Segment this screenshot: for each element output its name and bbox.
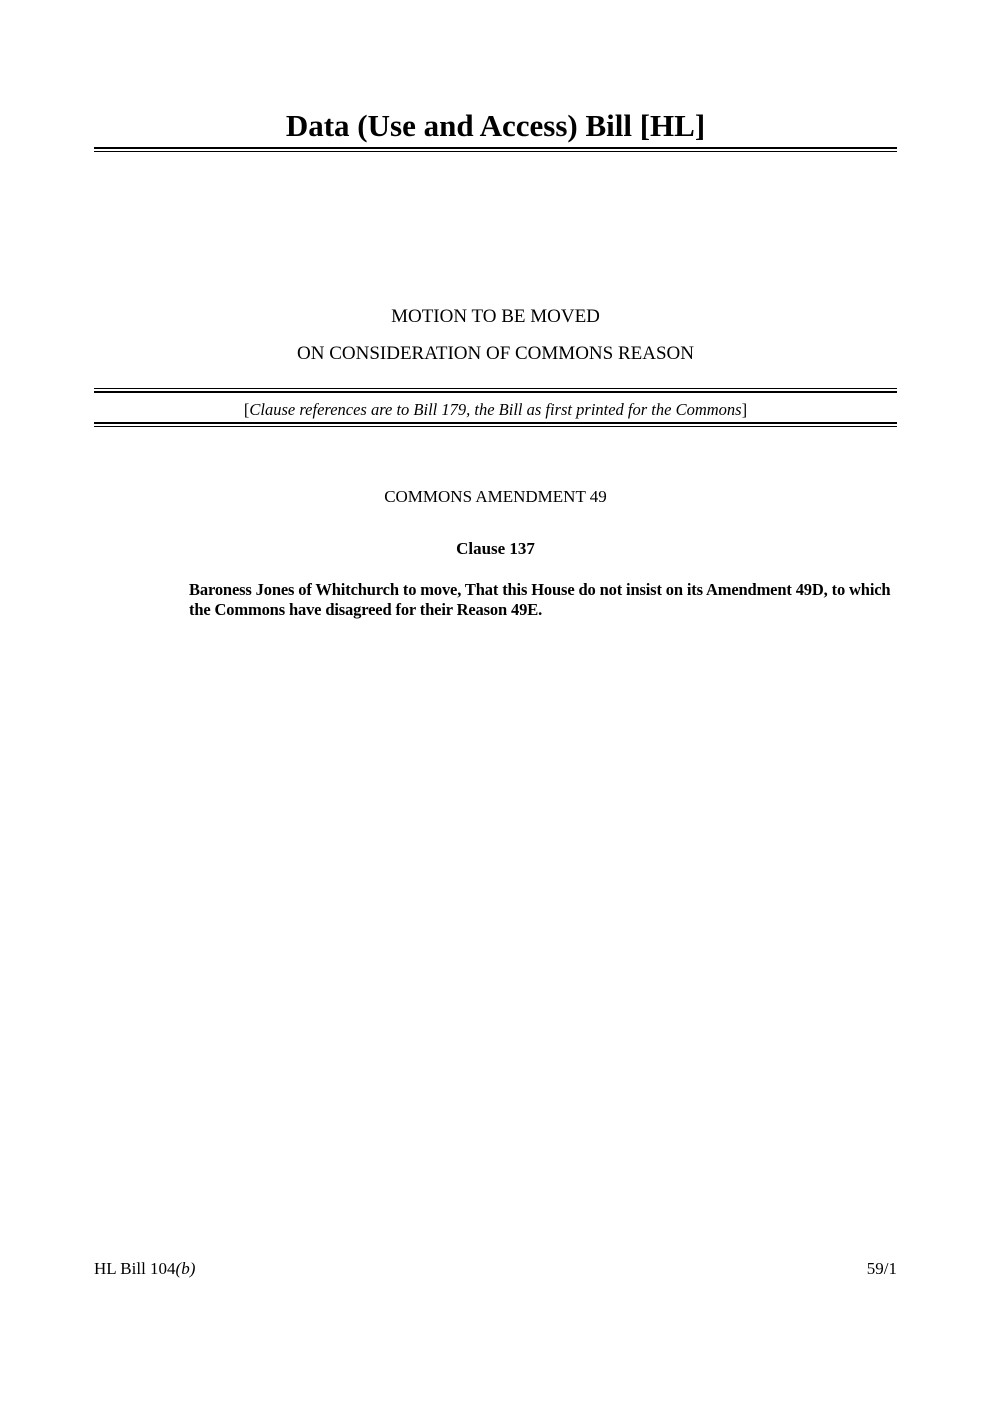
- note-rule-top-1: [94, 388, 897, 389]
- bill-number-suffix: (b): [175, 1259, 196, 1278]
- clause-heading: Clause 137: [456, 539, 535, 558]
- clause-note-text: Clause references are to Bill 179, the Bill as first printed for the Commons: [249, 400, 742, 419]
- note-rule-top-2: [94, 391, 897, 393]
- motion-heading-line1: MOTION TO BE MOVED: [391, 306, 600, 327]
- motion-text: Baroness Jones of Whitchurch to move, That this House do not insist on its Amendment 49D, to which the Commons have disagreed for their Reason 49E.: [189, 580, 891, 619]
- clause-note-open-bracket: [: [243, 400, 250, 419]
- motion-heading-line2: ON CONSIDERATION OF COMMONS REASON: [297, 343, 694, 364]
- amendment-heading: COMMONS AMENDMENT 49: [384, 487, 607, 506]
- page-reference: 59/1: [866, 1259, 897, 1278]
- note-rule-bottom-1: [94, 422, 897, 424]
- title-rule-top: [94, 147, 897, 149]
- title-rule-bottom: [94, 151, 897, 152]
- page-title: Data (Use and Access) Bill [HL]: [285, 108, 706, 143]
- note-rule-bottom-2: [94, 426, 897, 427]
- bill-number: [94, 1258, 195, 1280]
- bill-number-prefix: HL Bill 104: [94, 1259, 176, 1278]
- clause-note-close-bracket: ]: [741, 400, 748, 419]
- clause-reference-note: [94, 399, 897, 421]
